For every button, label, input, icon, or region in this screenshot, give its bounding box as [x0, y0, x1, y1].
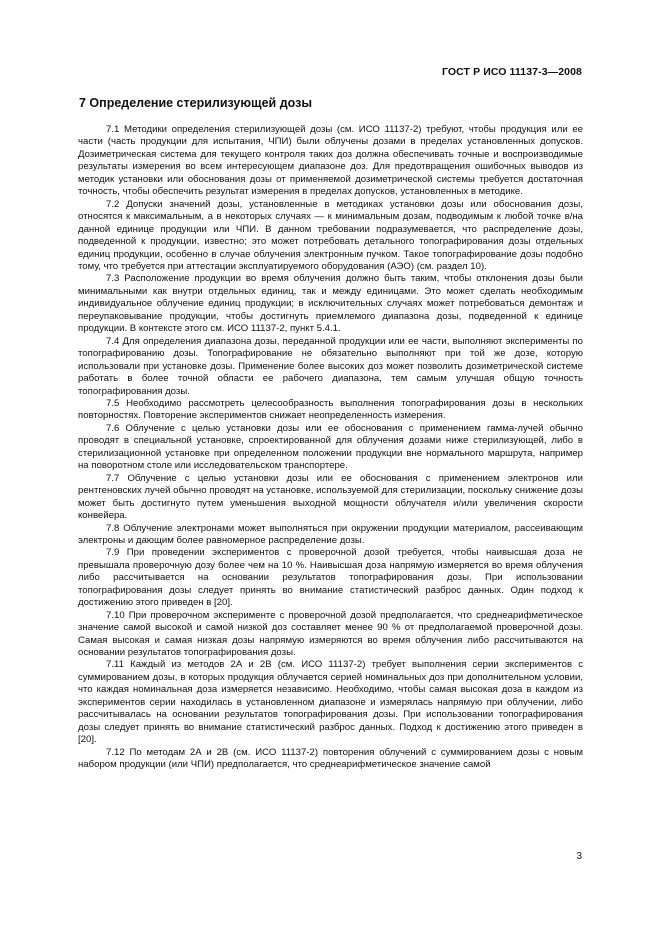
paragraph-7-11: 7.11 Каждый из методов 2А и 2В (см. ИСО 11137-2) требует выполнения серии экспериментов с суммированием дозы, в которых продукция облучается серией номинальных доз при дополнительном условии, что каждая номинальная доза измеряется независимо. Необходимо, чтобы самая высокая доза в каждом из экспериментов серии находилась в установленном диапазоне и измерялась напрямую при облучении, либо рассчитывалась на основании результатов топографирования дозы. При использовании топографирования дозы следует принять во внимание статистический разброс данных. Подход к достижению этого приведен в [20].: [78, 659, 583, 746]
paragraph-7-4: 7.4 Для определения диапазона дозы, переданной продукции или ее части, выполняют эксперименты по топографированию дозы. Топографирование не обязательно выполняют при той же дозе, которую использовали при установке дозы. Применение более высоких доз может позволить дозиметрической системе работать в более точной области ее рабочего диапазона, тем самым улучшая общую точность топографирования дозы.: [78, 335, 583, 397]
document-header-standard-code: ГОСТ Р ИСО 11137-3—2008: [441, 66, 582, 78]
paragraph-7-12: 7.12 По методам 2А и 2В (см. ИСО 11137-2) повторения облучений с суммированием дозы с новым набором продукции (или ЧПИ) предполагается, что среднеарифметическое значение самой: [78, 746, 583, 771]
paragraph-7-10: 7.10 При проверочном эксперименте с проверочной дозой предполагается, что среднеарифметическое значение самой высокой и самой низкой доз составляет менее 90 % от предполагаемой проверочной дозы. Самая высокая и самая низкая дозы напрямую измеряются во время облучения либо рассчитываются на основании результатов топографирования дозы.: [78, 609, 583, 659]
section-body: [78, 124, 583, 772]
paragraph-7-3: 7.3 Расположение продукции во время облучения должно быть таким, чтобы отклонения дозы были минимальными как внутри отдельных единиц, так и между единицами. Это может сделать необходимым индивидуальное облучение единиц продукции; в исключительных случаях может потребоваться демонтаж и переупаковывание продукции, чтобы достигнуть приемлемого диапазона дозы, подведенной к единице продукции. В контексте этого см. ИСО 11137-2, пункт 5.4.1.: [78, 273, 583, 335]
paragraph-7-1: 7.1 Методики определения стерилизующей дозы (см. ИСО 11137-2) требуют, чтобы продукция или ее части (часть продукции для испытания, ЧПИ) были облучены дозами в пределах установленных допусков. Дозиметрическая система для текущего контроля таких доз должна обеспечивать точные и воспроизводимые результаты измерения во всем интересующем диапазоне доз. Для предотвращения ошибочных выводов из методик установки или обоснования дозы от применяемой дозиметрической системы требуется достаточная точность, чтобы обеспечить результат измерения в пределах допусков, установленных в методике.: [78, 124, 583, 198]
paragraph-7-8: 7.8 Облучение электронами может выполняться при окружении продукции материалом, рассеивающим электроны и дающим более равномерное распределение дозы.: [78, 522, 583, 546]
paragraph-7-5: 7.5 Необходимо рассмотреть целесообразность выполнения топографирования дозы в нескольких повторностях. Повторение экспериментов снижает неопределенность измерения.: [78, 397, 583, 422]
section-title: 7 Определение стерилизующей дозы: [79, 96, 313, 110]
page-number: 3: [576, 851, 582, 862]
paragraph-7-9: 7.9 При проведении экспериментов с проверочной дозой требуется, чтобы наивысшая доза не превышала проверочную дозу более чем на 10 %. Наивысшая доза напрямую измеряется во время облучения либо рассчитывается на основании результатов топографирования дозы. При использовании топографирования дозы следует принять во внимание статистический разброс данных. Один подход к достижению этого приведен в [20].: [78, 547, 583, 609]
paragraph-7-6: 7.6 Облучение с целью установки дозы или ее обоснования с применением гамма-лучей обычно проводят в специальной установке, спроектированной для облучения дозами ниже стерилизующей, либо в стерилизационной установке при определенном положении продукции вне нормального маршрута, например на поворотном столе или исследовательском транспортере.: [78, 422, 583, 472]
paragraph-7-7: 7.7 Облучение с целью установки дозы или ее обоснования с применением электронов или рентгеновских лучей обычно проводят на установке, используемой для стерилизации, поскольку снижение дозы может быть достигнуто путем уменьшения выходной мощности облучателя и/или увеличения скорости конвейера.: [78, 472, 583, 522]
paragraph-7-2: 7.2 Допуски значений дозы, установленные в методиках установки дозы или обоснования дозы, относятся к максимальным, а в некоторых случаях — к минимальным дозам, подводимым к любой точке в/на данной единице продукции или ЧПИ. В данном требовании подразумевается, что распределение дозы, подведенной к продукции, известно; это может потребовать детального топографирования дозы отдельных единиц продукции, особенно в случае облучения электронным пучком. Такое топографирование дозы подобно тому, что требуется при аттестации эксплуатируемого оборудования (АЭО) (см. раздел 10).: [78, 198, 583, 272]
